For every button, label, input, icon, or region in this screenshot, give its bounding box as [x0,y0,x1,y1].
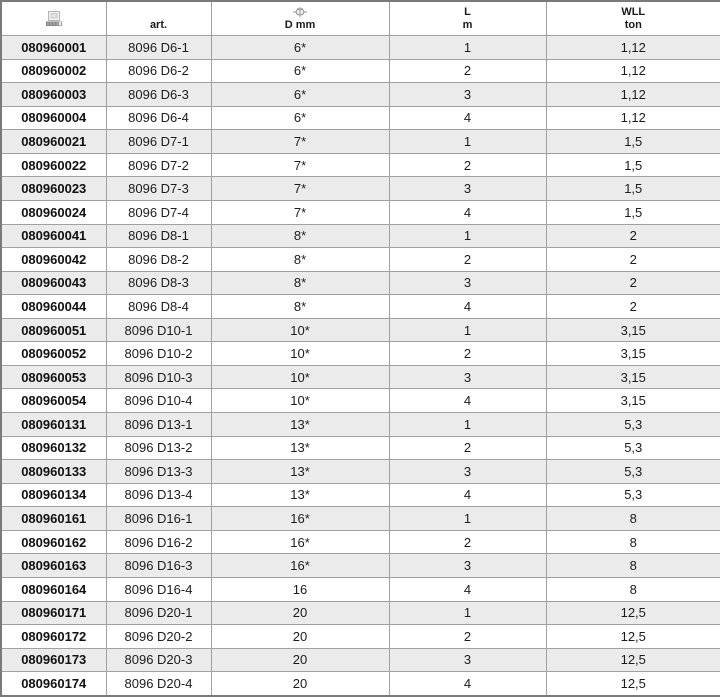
table-row [1,318,720,342]
cell-length: 1 [389,130,546,154]
cell-length: 3 [389,365,546,389]
col-header-diameter-label: D mm [284,19,316,31]
cell-length: 4 [389,672,546,696]
cell-length: 3 [389,83,546,107]
cell-wll: 12,5 [546,672,720,696]
cell-art-name: 8096 D16-1 [106,507,211,531]
cell-diameter: 6* [211,36,389,60]
cell-length: 1 [389,507,546,531]
cell-article-code: 080960134 [1,483,106,507]
cell-diameter: 8* [211,248,389,272]
table-row [1,59,720,83]
cell-wll: 12,5 [546,601,720,625]
table-row [1,577,720,601]
cell-diameter: 6* [211,59,389,83]
col-header-wll-unit: ton [624,19,642,31]
cell-article-code: 080960054 [1,389,106,413]
cell-article-code: 080960132 [1,436,106,460]
table-row [1,413,720,437]
cell-wll: 8 [546,530,720,554]
cell-article-code: 080960131 [1,413,106,437]
cell-diameter: 16* [211,530,389,554]
col-header-wll-symbol: WLL [621,6,646,18]
cell-article-code: 080960003 [1,83,106,107]
cell-art-name: 8096 D16-2 [106,530,211,554]
cell-article-code: 080960162 [1,530,106,554]
cell-diameter: 8* [211,224,389,248]
table-row [1,295,720,319]
cell-length: 4 [389,200,546,224]
cell-article-code: 080960044 [1,295,106,319]
cell-diameter: 7* [211,153,389,177]
cell-diameter: 16 [211,577,389,601]
cell-article-code: 080960133 [1,460,106,484]
cell-article-code: 080960053 [1,365,106,389]
cell-art-name: 8096 D13-4 [106,483,211,507]
cell-diameter: 16* [211,554,389,578]
cell-diameter: 10* [211,365,389,389]
cell-art-name: 8096 D8-2 [106,248,211,272]
cell-diameter: 13* [211,483,389,507]
cell-diameter: 20 [211,601,389,625]
table-row [1,530,720,554]
cell-diameter: 13* [211,436,389,460]
header-row [1,1,720,36]
cell-article-code: 080960043 [1,271,106,295]
cell-article-code: 080960052 [1,342,106,366]
cell-wll: 2 [546,248,720,272]
cell-wll: 1,12 [546,59,720,83]
cell-length: 4 [389,295,546,319]
cell-diameter: 16* [211,507,389,531]
table-row [1,83,720,107]
table-row [1,153,720,177]
col-header-length-unit: m [462,19,473,31]
cell-article-code: 080960002 [1,59,106,83]
cell-article-code: 080960164 [1,577,106,601]
cell-wll: 1,12 [546,83,720,107]
cell-wll: 1,5 [546,153,720,177]
cell-length: 2 [389,248,546,272]
cell-diameter: 7* [211,200,389,224]
cell-length: 2 [389,625,546,649]
cell-art-name: 8096 D6-1 [106,36,211,60]
cell-length: 2 [389,153,546,177]
cell-art-name: 8096 D8-3 [106,271,211,295]
cell-length: 2 [389,342,546,366]
cell-article-code: 080960163 [1,554,106,578]
cell-wll: 5,3 [546,436,720,460]
cell-length: 3 [389,648,546,672]
cell-art-name: 8096 D10-1 [106,318,211,342]
col-header-diameter [211,1,389,36]
cell-art-name: 8096 D20-4 [106,672,211,696]
cell-length: 1 [389,224,546,248]
cell-wll: 12,5 [546,625,720,649]
table-row [1,648,720,672]
table-row [1,130,720,154]
table-row [1,36,720,60]
table-row [1,554,720,578]
table-row [1,483,720,507]
cell-wll: 2 [546,224,720,248]
cell-diameter: 13* [211,413,389,437]
cell-art-name: 8096 D8-1 [106,224,211,248]
cell-wll: 5,3 [546,483,720,507]
cell-art-name: 8096 D10-4 [106,389,211,413]
cell-diameter: 10* [211,342,389,366]
table-row [1,365,720,389]
cell-diameter: 8* [211,271,389,295]
col-header-wll [546,1,720,36]
cell-article-code: 080960022 [1,153,106,177]
cell-wll: 3,15 [546,342,720,366]
cell-article-code: 080960023 [1,177,106,201]
cell-wll: 8 [546,554,720,578]
cell-diameter: 6* [211,83,389,107]
cell-art-name: 8096 D16-3 [106,554,211,578]
col-header-art-label: art. [149,19,168,31]
table-row [1,672,720,696]
cell-article-code: 080960041 [1,224,106,248]
cell-diameter: 7* [211,130,389,154]
cell-length: 4 [389,389,546,413]
cell-art-name: 8096 D10-2 [106,342,211,366]
cell-article-code: 080960161 [1,507,106,531]
table-row [1,224,720,248]
cell-art-name: 8096 D20-2 [106,625,211,649]
cell-length: 4 [389,577,546,601]
cell-wll: 8 [546,507,720,531]
cell-art-name: 8096 D6-4 [106,106,211,130]
cell-art-name: 8096 D20-1 [106,601,211,625]
cell-wll: 1,12 [546,106,720,130]
cell-diameter: 10* [211,389,389,413]
cell-art-name: 8096 D7-4 [106,200,211,224]
cell-art-name: 8096 D13-1 [106,413,211,437]
cell-length: 3 [389,271,546,295]
cell-wll: 1,5 [546,130,720,154]
cell-length: 3 [389,554,546,578]
cell-length: 2 [389,59,546,83]
cell-article-code: 080960173 [1,648,106,672]
col-header-length-symbol: L [464,6,471,18]
cell-diameter: 20 [211,625,389,649]
cell-art-name: 8096 D8-4 [106,295,211,319]
col-header-art [106,1,211,36]
table-row [1,271,720,295]
cell-wll: 3,15 [546,365,720,389]
col-header-length [389,1,546,36]
cell-length: 1 [389,601,546,625]
cell-article-code: 080960172 [1,625,106,649]
cell-length: 3 [389,177,546,201]
cell-diameter: 6* [211,106,389,130]
cell-wll: 1,5 [546,177,720,201]
cell-art-name: 8096 D7-3 [106,177,211,201]
table-row [1,601,720,625]
col-header-article-code [1,1,106,36]
cell-art-name: 8096 D10-3 [106,365,211,389]
cell-art-name: 8096 D7-1 [106,130,211,154]
table-row [1,460,720,484]
cell-length: 2 [389,530,546,554]
cell-wll: 2 [546,295,720,319]
cell-diameter: 13* [211,460,389,484]
table-row [1,436,720,460]
cell-wll: 5,3 [546,460,720,484]
table-body [1,36,720,697]
cell-length: 1 [389,318,546,342]
cell-wll: 8 [546,577,720,601]
diameter-icon [292,6,308,18]
table-row [1,389,720,413]
cell-diameter: 20 [211,672,389,696]
barcode-icon [44,10,64,28]
cell-article-code: 080960021 [1,130,106,154]
cell-article-code: 080960171 [1,601,106,625]
table-row [1,200,720,224]
cell-length: 2 [389,436,546,460]
table-row [1,106,720,130]
cell-art-name: 8096 D16-4 [106,577,211,601]
cell-wll: 12,5 [546,648,720,672]
cell-wll: 5,3 [546,413,720,437]
cell-diameter: 20 [211,648,389,672]
table-row [1,507,720,531]
cell-art-name: 8096 D6-3 [106,83,211,107]
cell-art-name: 8096 D13-3 [106,460,211,484]
cell-diameter: 8* [211,295,389,319]
cell-article-code: 080960004 [1,106,106,130]
cell-wll: 1,12 [546,36,720,60]
cell-wll: 3,15 [546,318,720,342]
cell-art-name: 8096 D7-2 [106,153,211,177]
cell-article-code: 080960174 [1,672,106,696]
cell-length: 3 [389,460,546,484]
cell-article-code: 080960051 [1,318,106,342]
cell-length: 4 [389,106,546,130]
cell-length: 1 [389,36,546,60]
cell-diameter: 7* [211,177,389,201]
table-row [1,342,720,366]
table-row [1,248,720,272]
cell-article-code: 080960024 [1,200,106,224]
cell-wll: 2 [546,271,720,295]
table-row [1,177,720,201]
cell-diameter: 10* [211,318,389,342]
cell-length: 4 [389,483,546,507]
table-row [1,625,720,649]
cell-art-name: 8096 D6-2 [106,59,211,83]
cell-art-name: 8096 D20-3 [106,648,211,672]
cell-article-code: 080960001 [1,36,106,60]
cell-art-name: 8096 D13-2 [106,436,211,460]
cell-wll: 1,5 [546,200,720,224]
cell-wll: 3,15 [546,389,720,413]
cell-article-code: 080960042 [1,248,106,272]
cell-length: 1 [389,413,546,437]
